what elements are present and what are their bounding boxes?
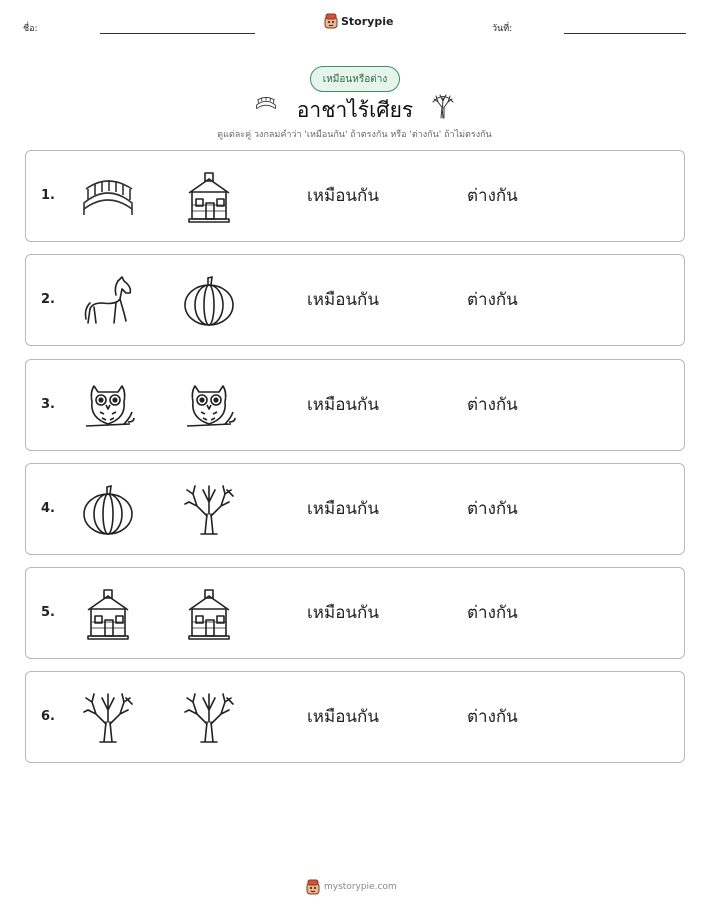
storypie-mascot-icon (324, 13, 338, 29)
bare-tree-icon (181, 482, 237, 538)
same-option[interactable]: เหมือนกัน (307, 499, 379, 519)
same-option[interactable]: เหมือนกัน (307, 290, 379, 310)
bare-tree-icon (429, 91, 457, 125)
question-row (25, 671, 685, 763)
owl-icon (80, 378, 136, 434)
different-option[interactable]: ต่างกัน (467, 186, 518, 206)
row-number: 1. (41, 188, 55, 203)
bare-tree-icon (181, 690, 237, 746)
worksheet-badge: เหมือนหรือต่าง (310, 66, 400, 92)
horse-icon (80, 273, 136, 329)
bridge-icon (80, 169, 136, 225)
pumpkin-icon (181, 273, 237, 329)
different-option[interactable]: ต่างกัน (467, 499, 518, 519)
storypie-logo (324, 13, 393, 29)
pumpkin-icon (80, 482, 136, 538)
schoolhouse-icon (80, 586, 136, 642)
different-option[interactable]: ต่างกัน (467, 395, 518, 415)
date-line[interactable] (564, 33, 686, 34)
different-option[interactable]: ต่างกัน (467, 603, 518, 623)
storypie-mascot-icon (306, 879, 320, 895)
name-line[interactable] (100, 33, 255, 34)
bare-tree-icon (80, 690, 136, 746)
row-number: 3. (41, 397, 55, 412)
instructions-text: ดูแต่ละคู่ วงกลมคำว่า 'เหมือนกัน' ถ้าตรงกัน หรือ 'ต่างกัน' ถ้าไม่ตรงกัน (217, 130, 492, 140)
footer (306, 879, 397, 895)
question-row (25, 359, 685, 451)
question-row (25, 463, 685, 555)
row-number: 6. (41, 709, 55, 724)
question-row (25, 150, 685, 242)
same-option[interactable]: เหมือนกัน (307, 395, 379, 415)
same-option[interactable]: เหมือนกัน (307, 707, 379, 727)
schoolhouse-icon (181, 169, 237, 225)
same-option[interactable]: เหมือนกัน (307, 603, 379, 623)
question-row (25, 567, 685, 659)
footer-site-link[interactable]: mystorypie.com (324, 882, 397, 892)
row-number: 5. (41, 605, 55, 620)
same-option[interactable]: เหมือนกัน (307, 186, 379, 206)
different-option[interactable]: ต่างกัน (467, 290, 518, 310)
name-label: ชื่อ: (23, 24, 38, 34)
schoolhouse-icon (181, 586, 237, 642)
row-number: 4. (41, 501, 55, 516)
row-number: 2. (41, 292, 55, 307)
date-label: วันที่: (492, 24, 513, 34)
owl-icon (181, 378, 237, 434)
different-option[interactable]: ต่างกัน (467, 707, 518, 727)
worksheet-title: อาชาไร้เศียร (296, 98, 414, 122)
question-row (25, 254, 685, 346)
brand-name: Storypie (341, 14, 394, 28)
